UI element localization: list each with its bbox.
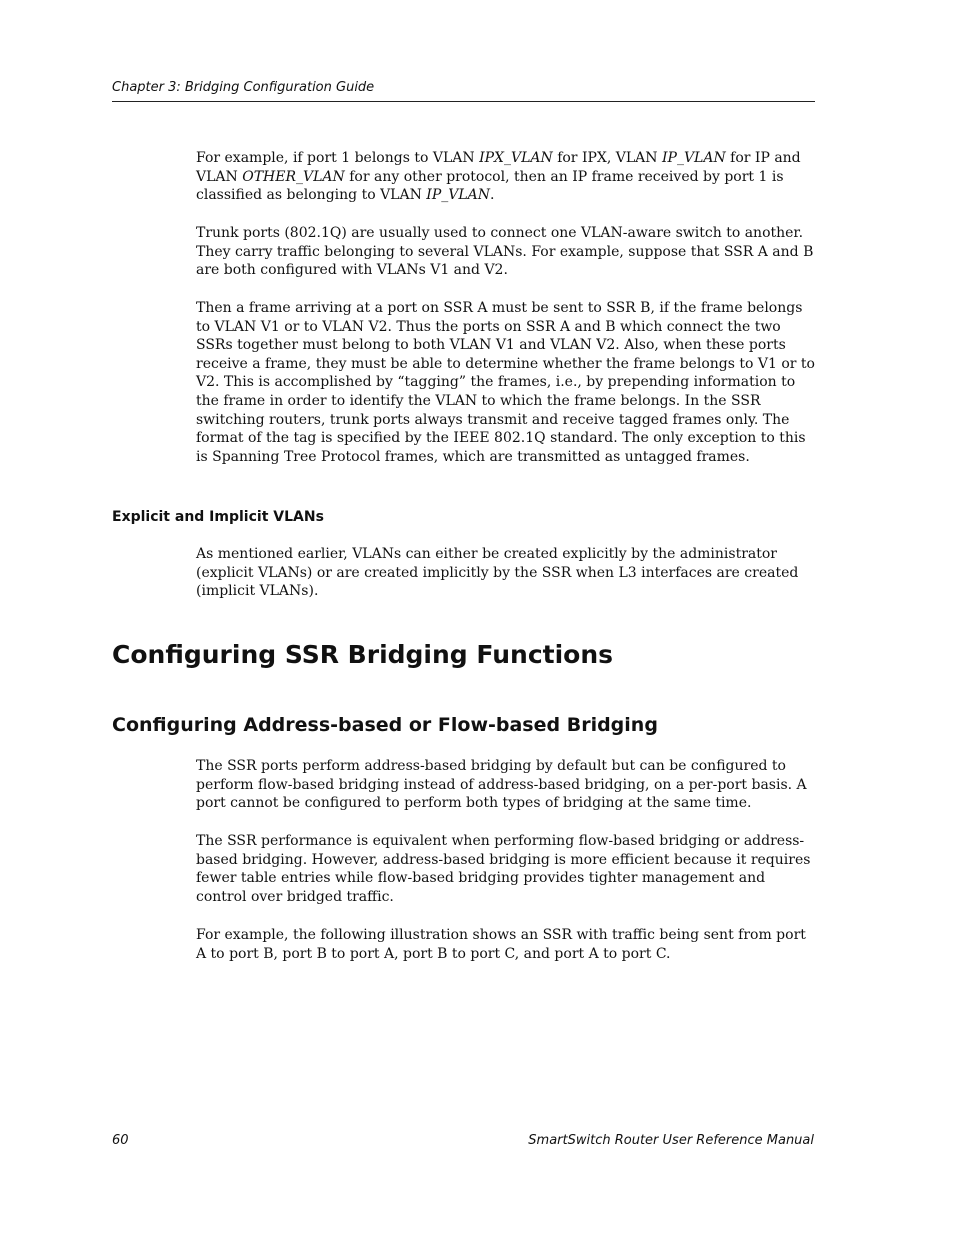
bridging-paragraph-2 [196,832,816,906]
page-number: 60 [112,1133,129,1148]
text-run: for any other protocol, then an IP frame received by port 1 is classified as belonging to VLAN [196,168,784,204]
vlan-name: IP_VLAN [426,187,491,204]
intro-paragraph-1 [196,149,816,205]
section-heading-explicit-implicit-vlans: Explicit and Implicit VLANs [112,509,324,525]
running-title: Chapter 3: Bridging Configuration Guide [112,80,375,95]
vlan-name: OTHER_VLAN [242,168,345,185]
bridging-paragraph-1-text: The SSR ports perform address-based bridging by default but can be configured to perform flow-based bridging instead of address-based bridging, on a per-port basis. A port cannot be configured to perform both types of bridging at the same time. [196,758,807,812]
vlan-name: IPX_VLAN [479,150,553,166]
running-header [112,79,815,102]
intro-paragraph-3 [196,299,816,466]
intro-paragraph-2-text: Trunk ports (802.1Q) are usually used to connect one VLAN-aware switch to another. They carry traffic belonging to several VLANs. For example, suppose that SSR A and B are both configured with VLANs V1 and V2. [196,225,814,279]
text-run: for IPX, VLAN [552,150,662,166]
text-run: . [490,187,495,204]
bridging-paragraph-3 [196,926,816,963]
intro-paragraph-3-text: Then a frame arriving at a port on SSR A must be sent to SSR B, if the frame belongs to VLAN V1 or to VLAN V2. Thus the ports on SSR A and B which connect the two SSRs together must belong to both VLAN V1 and VLAN V2. Also, when these ports receive a frame, they must be able to determine whether the frame belongs to V1 or to V2. This is accomplished by “tagging” the frames, i.e., by prepending information to the frame in order to identify the VLAN to which the frame belongs. In the SSR switching routers, trunk ports always transmit and receive tagged frames only. The format of the tag is specified by the IEEE 802.1Q standard. The only exception to this is Spanning Tree Protocol frames, which are transmitted as untagged frames. [196,300,815,465]
manual-title: SmartSwitch Router User Reference Manual [528,1133,814,1148]
intro-paragraph-2 [196,224,816,280]
intro-paragraph-1-text [196,149,816,205]
text-run: For example, if port 1 belongs to VLAN [196,150,480,166]
vlan-name: IP_VLAN [662,150,726,166]
bridging-paragraph-1 [196,757,816,813]
bridging-paragraph-2-text: The SSR performance is equivalent when performing flow-based bridging or address-based bridging. However, address-based bridging is more efficient because it requires fewer table entries while flow-based bridging provides tighter management and control over bridged traffic. [196,833,811,905]
explicit-paragraph-1 [196,545,816,601]
main-heading: Configuring SSR Bridging Functions [112,640,614,669]
sub-heading: Configuring Address-based or Flow-based Bridging [112,714,658,736]
explicit-paragraph-1-text: As mentioned earlier, VLANs can either be created explicitly by the administrator (explicit VLANs) or are created implicitly by the SSR when L3 interfaces are created (implicit VLANs). [196,546,799,600]
text-run: for IP and VLAN [196,150,801,185]
bridging-paragraph-3-text: For example, the following illustration shows an SSR with traffic being sent from port A to port B, port B to port A, port B to port C, and port A to port C. [196,927,806,962]
